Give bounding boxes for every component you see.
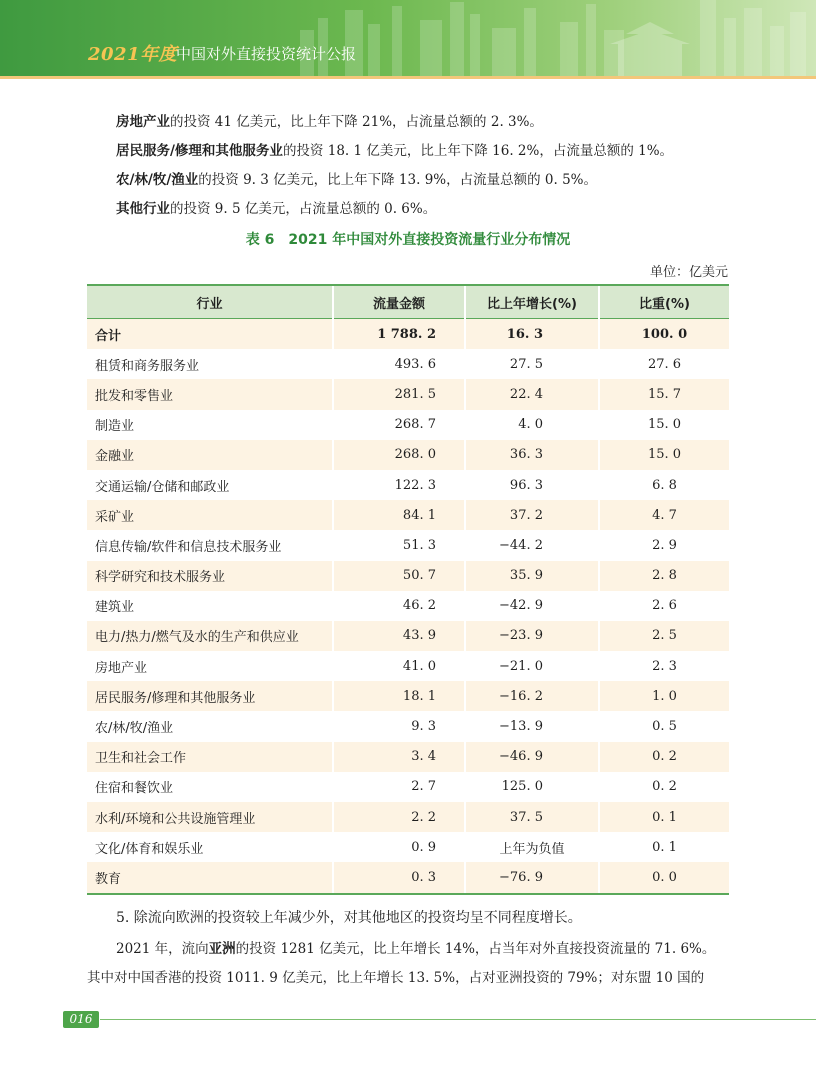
amount-cell: 0. 9 bbox=[333, 832, 465, 862]
amount-cell: 3. 4 bbox=[333, 742, 465, 772]
industry-cell: 农/林/牧/渔业 bbox=[87, 711, 333, 741]
amount-cell: 51. 3 bbox=[333, 530, 465, 560]
line-text: 2021 年，流向 bbox=[116, 941, 209, 957]
growth-cell: 36. 3 bbox=[465, 440, 599, 470]
footer-divider bbox=[100, 1019, 816, 1020]
report-year: 2021年度 bbox=[88, 44, 178, 65]
amount-cell: 18. 1 bbox=[333, 681, 465, 711]
industry-cell: 建筑业 bbox=[87, 591, 333, 621]
industry-cell: 租赁和商务服务业 bbox=[87, 349, 333, 379]
page-number: 016 bbox=[69, 1012, 93, 1026]
amount-cell: 1 788. 2 bbox=[333, 319, 465, 350]
table-row bbox=[87, 772, 729, 802]
section-5-line-2: 其中对中国香港的投资 1011. 9 亿美元，比上年增长 13. 5%，占对亚洲投资的 79%；对东盟 10 国的 bbox=[87, 970, 705, 986]
industry-cell: 科学研究和技术服务业 bbox=[87, 561, 333, 591]
industry-cell: 合计 bbox=[87, 319, 333, 350]
amount-cell: 493. 6 bbox=[333, 349, 465, 379]
industry-distribution-table bbox=[87, 284, 729, 895]
amount-cell: 281. 5 bbox=[333, 379, 465, 409]
section-5-line-1 bbox=[116, 937, 715, 957]
paragraph-bold-term: 房地产业 bbox=[116, 114, 170, 130]
share-cell: 2. 9 bbox=[599, 530, 729, 560]
banner-divider bbox=[0, 76, 816, 79]
report-title: 中国对外直接投资统计公报 bbox=[176, 45, 357, 63]
table-row bbox=[87, 410, 729, 440]
column-header-growth: 比上年增长(%) bbox=[465, 285, 599, 319]
industry-cell: 电力/热力/燃气及水的生产和供应业 bbox=[87, 621, 333, 651]
table-row bbox=[87, 561, 729, 591]
paragraph-bold-term: 其他行业 bbox=[116, 201, 170, 217]
growth-cell: 4. 0 bbox=[465, 410, 599, 440]
table-row bbox=[87, 440, 729, 470]
growth-cell: −23. 9 bbox=[465, 621, 599, 651]
amount-cell: 268. 0 bbox=[333, 440, 465, 470]
column-header-amount: 流量金额 bbox=[333, 285, 465, 319]
table-row bbox=[87, 862, 729, 893]
paragraph-bold-term: 居民服务/修理和其他服务业 bbox=[116, 143, 283, 159]
share-cell: 2. 6 bbox=[599, 591, 729, 621]
share-cell: 1. 0 bbox=[599, 681, 729, 711]
table-unit: 单位：亿美元 bbox=[649, 265, 728, 280]
industry-cell: 信息传输/软件和信息技术服务业 bbox=[87, 530, 333, 560]
paragraph-agriculture bbox=[116, 171, 597, 189]
growth-cell: −13. 9 bbox=[465, 711, 599, 741]
industry-cell: 交通运输/仓储和邮政业 bbox=[87, 470, 333, 500]
share-cell: 0. 1 bbox=[599, 802, 729, 832]
table-row bbox=[87, 500, 729, 530]
table-row bbox=[87, 832, 729, 862]
share-cell: 2. 3 bbox=[599, 651, 729, 681]
industry-cell: 文化/体育和娱乐业 bbox=[87, 832, 333, 862]
growth-cell: 37. 2 bbox=[465, 500, 599, 530]
growth-cell: −46. 9 bbox=[465, 742, 599, 772]
growth-cell: −16. 2 bbox=[465, 681, 599, 711]
amount-cell: 41. 0 bbox=[333, 651, 465, 681]
share-cell: 0. 1 bbox=[599, 832, 729, 862]
amount-cell: 0. 3 bbox=[333, 862, 465, 893]
share-cell: 0. 2 bbox=[599, 772, 729, 802]
amount-cell: 122. 3 bbox=[333, 470, 465, 500]
growth-cell: 27. 5 bbox=[465, 349, 599, 379]
column-header-industry: 行业 bbox=[87, 285, 333, 319]
share-cell: 0. 2 bbox=[599, 742, 729, 772]
share-cell: 15. 0 bbox=[599, 440, 729, 470]
amount-cell: 2. 7 bbox=[333, 772, 465, 802]
share-cell: 15. 0 bbox=[599, 410, 729, 440]
table-row bbox=[87, 681, 729, 711]
amount-cell: 2. 2 bbox=[333, 802, 465, 832]
growth-cell: 上年为负值 bbox=[465, 832, 599, 862]
table-row bbox=[87, 530, 729, 560]
table-row bbox=[87, 621, 729, 651]
industry-cell: 批发和零售业 bbox=[87, 379, 333, 409]
paragraph-text: 的投资 41 亿美元，比上年下降 21%，占流量总额的 2. 3%。 bbox=[170, 114, 543, 130]
growth-cell: 96. 3 bbox=[465, 470, 599, 500]
table-header-row bbox=[87, 285, 729, 319]
industry-cell: 水利/环境和公共设施管理业 bbox=[87, 802, 333, 832]
table-row bbox=[87, 802, 729, 832]
share-cell: 100. 0 bbox=[599, 319, 729, 350]
line-bold-term: 亚洲 bbox=[208, 941, 236, 957]
paragraph-text: 的投资 18. 1 亿美元，比上年下降 16. 2%，占流量总额的 1%。 bbox=[282, 143, 674, 159]
amount-cell: 9. 3 bbox=[333, 711, 465, 741]
industry-cell: 居民服务/修理和其他服务业 bbox=[87, 681, 333, 711]
table-row bbox=[87, 470, 729, 500]
amount-cell: 46. 2 bbox=[333, 591, 465, 621]
header-banner bbox=[0, 0, 816, 76]
amount-cell: 50. 7 bbox=[333, 561, 465, 591]
growth-cell: 22. 4 bbox=[465, 379, 599, 409]
share-cell: 6. 8 bbox=[599, 470, 729, 500]
industry-cell: 房地产业 bbox=[87, 651, 333, 681]
table-row bbox=[87, 651, 729, 681]
amount-cell: 43. 9 bbox=[333, 621, 465, 651]
industry-cell: 金融业 bbox=[87, 440, 333, 470]
table-row bbox=[87, 379, 729, 409]
growth-cell: −21. 0 bbox=[465, 651, 599, 681]
table-row bbox=[87, 591, 729, 621]
share-cell: 15. 7 bbox=[599, 379, 729, 409]
paragraph-real-estate bbox=[116, 113, 543, 131]
share-cell: 4. 7 bbox=[599, 500, 729, 530]
industry-cell: 制造业 bbox=[87, 410, 333, 440]
growth-cell: 125. 0 bbox=[465, 772, 599, 802]
table-row bbox=[87, 742, 729, 772]
column-header-share: 比重(%) bbox=[599, 285, 729, 319]
table-title: 表 6 2021 年中国对外直接投资流量行业分布情况 bbox=[245, 232, 571, 248]
table-total-row bbox=[87, 319, 729, 350]
amount-cell: 84. 1 bbox=[333, 500, 465, 530]
share-cell: 0. 5 bbox=[599, 711, 729, 741]
growth-cell: −76. 9 bbox=[465, 862, 599, 893]
share-cell: 0. 0 bbox=[599, 862, 729, 893]
amount-cell: 268. 7 bbox=[333, 410, 465, 440]
share-cell: 2. 8 bbox=[599, 561, 729, 591]
section-5-heading: 5. 除流向欧洲的投资较上年减少外，对其他地区的投资均呈不同程度增长。 bbox=[116, 910, 582, 926]
paragraph-resident-services bbox=[116, 142, 673, 160]
table-row bbox=[87, 349, 729, 379]
paragraph-other-industries bbox=[116, 200, 436, 218]
table-row bbox=[87, 711, 729, 741]
growth-cell: 35. 9 bbox=[465, 561, 599, 591]
growth-cell: −44. 2 bbox=[465, 530, 599, 560]
industry-cell: 采矿业 bbox=[87, 500, 333, 530]
industry-cell: 住宿和餐饮业 bbox=[87, 772, 333, 802]
line-text: 的投资 1281 亿美元，比上年增长 14%，占当年对外直接投资流量的 71. 6%。 bbox=[235, 941, 716, 957]
industry-cell: 教育 bbox=[87, 862, 333, 893]
share-cell: 2. 5 bbox=[599, 621, 729, 651]
growth-cell: 16. 3 bbox=[465, 319, 599, 350]
share-cell: 27. 6 bbox=[599, 349, 729, 379]
industry-cell: 卫生和社会工作 bbox=[87, 742, 333, 772]
table-body bbox=[87, 319, 729, 894]
paragraph-bold-term: 农/林/牧/渔业 bbox=[116, 172, 199, 188]
paragraph-text: 的投资 9. 3 亿美元，比上年下降 13. 9%，占流量总额的 0. 5%。 bbox=[198, 172, 597, 188]
paragraph-text: 的投资 9. 5 亿美元，占流量总额的 0. 6%。 bbox=[170, 201, 437, 217]
growth-cell: 37. 5 bbox=[465, 802, 599, 832]
growth-cell: −42. 9 bbox=[465, 591, 599, 621]
